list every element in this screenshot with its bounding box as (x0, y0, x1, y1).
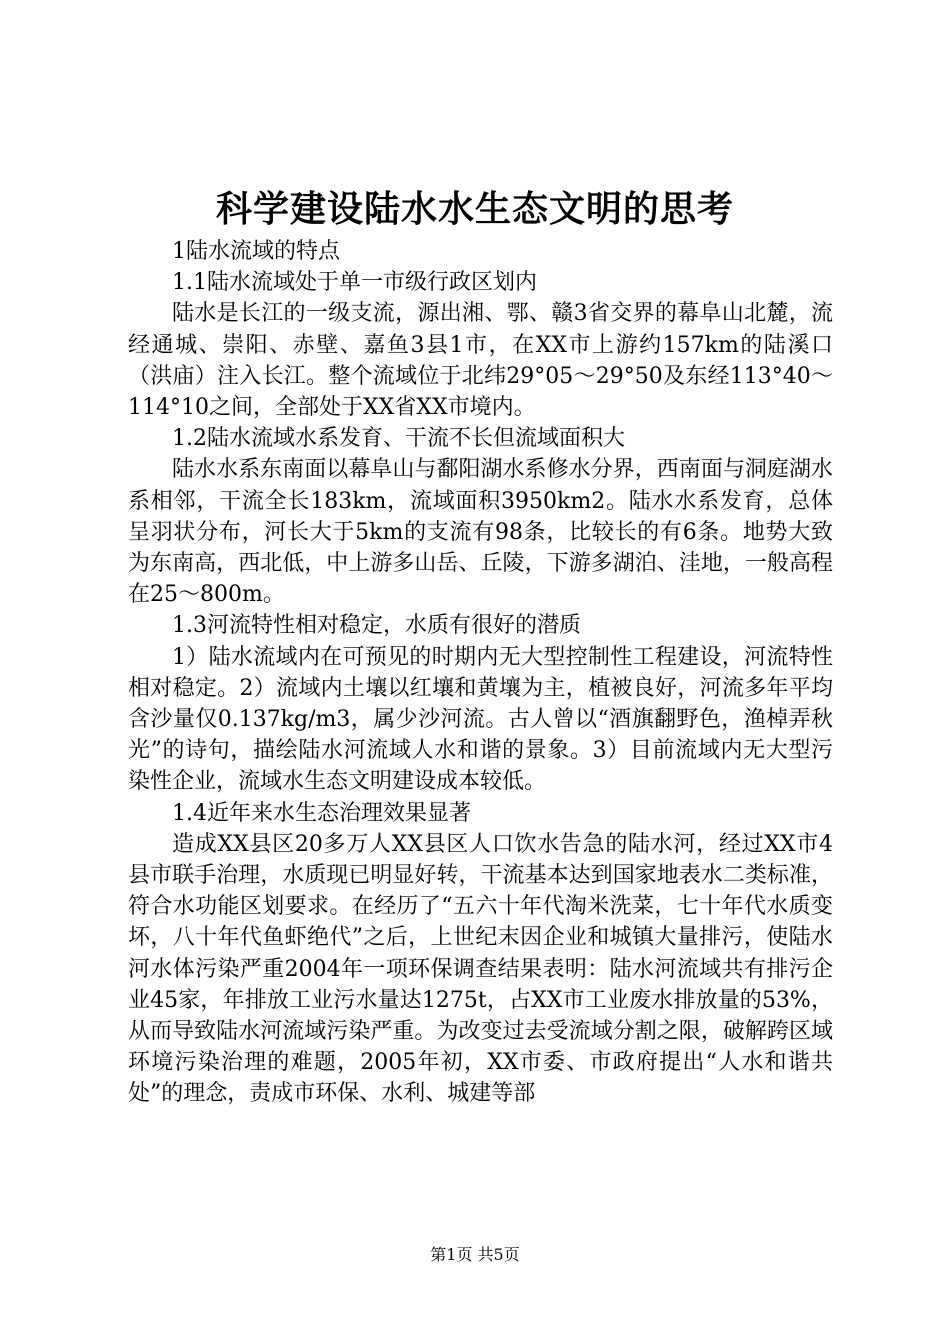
section-heading-1-1: 1.1陆水流域处于单一市级行政区划内 (172, 270, 537, 296)
body-paragraph-1-1: 陆水是长江的一级支流，源出湘、鄂、赣3省交界的幕阜山北麓，流经通城、崇阳、赤壁、嘉鱼3县1市，在XX市上游约157km的陆溪口（洪庙）注入长江。整个流域位于北纬29°05～29°50及东经113°40～114°10之间，全部处于XX省XX市境内。 (128, 301, 833, 421)
document-title: 科学建设陆水水生态文明的思考 (215, 188, 734, 230)
section-heading-1-2: 1.2陆水流域水系发育、干流不长但流域面积大 (172, 426, 625, 452)
body-paragraph-1-2: 陆水水系东南面以幕阜山与鄱阳湖水系修水分界，西南面与洞庭湖水系相邻，干流全长183km，流域面积3950km2。陆水水系发育，总体呈羽状分布，河长大于5km的支流有98条，比较长的有6条。地势大致为东南高，西北低，中上游多山岳、丘陵，下游多湖泊、洼地，一般高程在25～800m。 (128, 457, 833, 608)
section-heading-1-3: 1.3河流特性相对稳定，水质有很好的潜质 (172, 613, 581, 639)
document-body (128, 236, 833, 1110)
page-number-footer: 第1页 共5页 (430, 1245, 520, 1264)
body-paragraph-1-3: 1）陆水流域内在可预见的时期内无大型控制性工程建设，河流特性相对稳定。2）流域内土壤以红壤和黄壤为主，植被良好，河流多年平均含沙量仅0.137kg/m3，属少沙河流。古人曾以“酒旗翻野色，渔棹弄秋光”的诗句，描绘陆水河流域人水和谐的景象。3）目前流域内无大型污染性企业，流域水生态文明建设成本较低。 (128, 644, 833, 795)
body-paragraph-1-4: 造成XX县区20多万人XX县区人口饮水告急的陆水河，经过XX市4县市联手治理，水质现已明显好转，干流基本达到国家地表水二类标准，符合水功能区划要求。在经历了“五六十年代淘米洗菜，七十年代水质变坏，八十年代鱼虾绝代”之后，上世纪末因企业和城镇大量排污，使陆水河水体污染严重2004年一项环保调查结果表明：陆水河流域共有排污企业45家，年排放工业污水量达1275t，占XX市工业废水排放量的53%，从而导致陆水河流域污染严重。为改变过去受流域分割之限，破解跨区域环境污染治理的难题，2005年初，XX市委、市政府提出“人水和谐共处”的理念，责成市环保、水利、城建等部 (128, 831, 833, 1107)
section-heading-1-4: 1.4近年来水生态治理效果显著 (172, 800, 471, 826)
section-heading-1: 1陆水流域的特点 (172, 239, 340, 264)
